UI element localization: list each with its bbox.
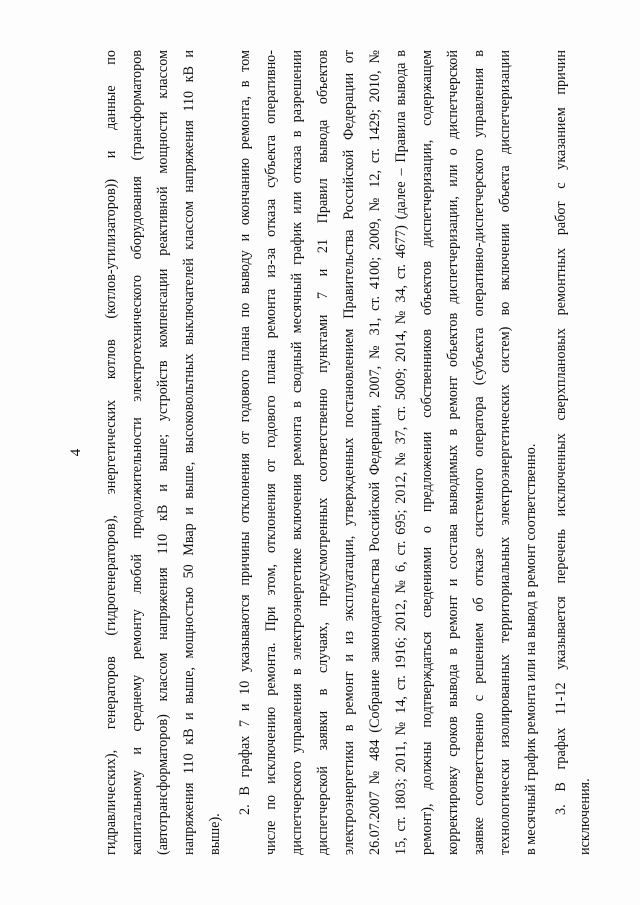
text-line: в месячный график ремонта или на вывод в ремонт соответственно. (523, 443, 539, 855)
text-line: диспетчерской заявки в случаях, предусмотренных соответственно пунктами 7 и 21 Правил вывода объектов (315, 50, 331, 855)
text-line: ремонт), должны подтверждаться сведениями о предложении собственников объектов диспетчеризации, содержащем (419, 50, 435, 855)
text-line: исключения. (577, 778, 593, 855)
text-line: заявке соответственно с решением об отказе системного оператора (субъекта оперативно-диспетчерского управления в (471, 50, 487, 855)
rotated-text-block (60, 50, 593, 855)
text-line: капитальному и среднему ремонту любой продолжительности электротехнического оборудования (трансформаторов (129, 50, 145, 855)
text-line: корректировку сроков вывода в ремонт и состава выводимых в ремонт объектов диспетчеризации, или о диспетчерской (445, 50, 461, 855)
text-line: выше). (207, 813, 223, 855)
page-number: 4 (68, 448, 84, 457)
paragraph-2-start: 2. В графах 7 и 10 указываются причины отклонения от годового плана по выводу и окончанию ремонта, в том (237, 50, 253, 815)
text-line: электроэнергетики в ремонт и из эксплуатации, утвержденных постановлением Правительства Российской Федерации от (341, 50, 357, 855)
text-line: технологически изолированных территориальных электроэнергетических систем) во включении объекта диспетчеризации (497, 50, 513, 855)
paragraph-3-start: 3. В графах 11-12 указывается перечень исключенных сверхплановых ремонтных работ с указанием причин (553, 50, 569, 815)
text-line: напряжения 110 кВ и выше, мощностью 50 Мвар и выше, высоковольтных выключателей классом напряжения 110 кВ и (181, 50, 197, 855)
text-line: диспетчерского управления в электроэнергетике включения ремонта в сводный месячный график или отказа в разрешении (289, 50, 305, 855)
text-line: числе по исключению ремонта. При этом, отклонения от годового плана ремонта из-за отказа субъекта оперативно- (263, 50, 279, 855)
text-line: (автотрансформаторов) классом напряжения 110 кВ и выше; устройств компенсации реактивной мощности классом (155, 50, 171, 855)
text-line: 15, ст. 1803; 2011, № 14, ст. 1916; 2012, № 6, ст. 695; 2012, № 37, ст. 5009; 2014, № 34, ст. 4677) (далее – Правила вывода в (393, 50, 409, 855)
text-line: 26.07.2007 № 484 (Собрание законодательства Российской Федерации, 2007, № 31, ст. 4100; 2009, № 12, ст. 1429; 2010, № (367, 50, 383, 855)
text-line: гидравлических), генераторов (гидрогенераторов), энергетических котлов (котлов-утилизаторов)) и данные по (103, 50, 119, 855)
